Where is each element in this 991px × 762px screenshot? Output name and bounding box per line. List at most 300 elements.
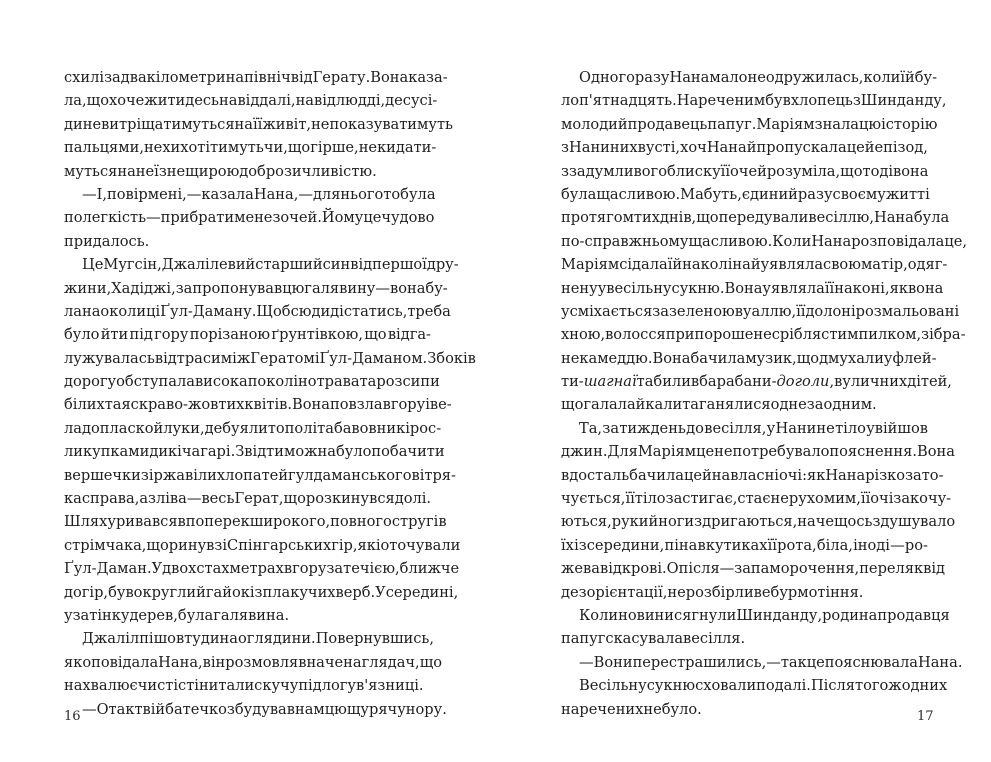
word: було [64,326,100,344]
word: обступала [116,373,195,391]
word: та [104,396,122,414]
word: два [120,69,147,86]
word: не [747,69,766,86]
word: пояснення. [829,443,917,461]
word: полегкість [64,209,147,227]
word: боків [436,349,476,367]
word: Весільну [579,677,647,695]
word: Для [607,443,638,461]
word: лискучу [235,677,299,695]
word: впоперек [177,513,250,531]
text-line [561,698,928,721]
word: у [64,606,73,624]
word: що [840,162,863,180]
word: стає [737,490,771,508]
word: здригаються, [694,513,798,531]
word: цю [858,115,882,133]
word: не [82,115,102,133]
text-line [64,604,431,627]
word: уривався [107,513,178,531]
word: у [597,279,607,297]
word: Наниних [569,139,638,157]
word: чи, [263,139,288,157]
word: чується, [561,490,626,508]
word: казала [201,185,254,203]
word: потребувало [732,443,830,461]
word: квітів. [244,396,293,414]
word: її [860,490,871,508]
word: Нана [706,139,747,157]
text-line [561,464,944,487]
text-line [64,323,431,346]
word: очей [730,162,767,180]
word: за [104,69,121,86]
word: від [154,349,177,367]
word: твій [134,700,166,718]
word: Герат, [234,490,284,508]
word: Повернувшись, [315,630,434,648]
word: для [312,185,341,203]
word: ганялися [698,396,771,414]
word: барабани-доголи, [699,373,835,391]
word: неї [135,162,159,180]
word: вуаллю, [734,302,797,320]
word: власні [730,466,779,484]
word: Ґул-Даманом. [319,349,428,367]
word: хоч [680,139,707,157]
word: з [272,209,281,227]
word: між [220,349,251,367]
word: на [219,630,238,648]
word: затінку [72,606,130,624]
word: нього [340,185,384,203]
word: очей. [280,209,322,227]
word: із [249,583,263,601]
word: щасливою. [596,185,681,203]
word: Нана [669,69,710,86]
word: хною, [561,326,606,344]
word: єдиний [741,185,798,203]
word: околиці [100,302,161,320]
word: справа, [81,490,140,508]
word: музик, [745,349,797,367]
word: папуг [561,630,606,648]
word: раз [797,185,824,203]
text-line [64,253,459,276]
word: вдосталь [561,466,630,484]
word: муться [64,162,118,180]
word: Гератом [250,349,315,367]
word: Нана, [158,653,203,671]
word: руки [611,513,649,531]
word: Усередині, [375,583,459,601]
word: бавовник [333,419,406,437]
text-line [561,370,952,393]
text-line [561,183,928,206]
word: жодних [888,677,948,695]
word: блиску [667,162,721,180]
word: дерев, [129,606,178,624]
text-line [64,393,452,416]
word: він [202,653,226,671]
word: на [834,279,853,297]
word: іноді [853,536,890,554]
word: де [385,92,403,110]
word: повір [107,185,148,203]
word: сукню [646,677,696,695]
word: живіт, [262,115,312,133]
word: ди [64,115,83,133]
word: І, [96,185,107,203]
word: віддалі, [237,92,296,110]
text-line [561,136,928,159]
word: Вона [292,396,330,414]
word: не [311,115,330,133]
word: була [913,209,950,227]
word: гір, [81,583,109,601]
word: наглядач, [343,653,420,671]
word: сідала [619,256,668,274]
word: — [719,560,735,578]
word: Ґул-Даману. [160,302,257,320]
word: розсипи [376,373,440,391]
word: переляк [859,560,924,578]
word: нерозбірливе [667,583,771,601]
text-line [64,440,445,463]
word: на [219,92,238,110]
word: — [766,653,781,671]
word: ближче [399,560,460,578]
word: Маріям [561,256,620,274]
text-line [561,230,968,253]
word: луки, [163,419,205,437]
word: не [358,139,378,157]
word: десь [185,92,219,110]
word: дикі [149,443,182,461]
word: матір, [860,256,908,274]
word: уявляла [760,256,824,274]
text-line [561,323,966,346]
word: коліно [266,373,317,391]
word: житті [885,185,930,203]
word: весілля, [704,419,767,437]
word: нерухомим, [770,490,861,508]
word: ло [561,92,580,110]
word: стрімчака, [64,536,147,554]
word: розмальовані [855,302,960,320]
word: нору. [405,700,447,718]
word: то [383,185,401,203]
word: новини [618,606,675,624]
word: за [326,560,344,578]
text-line [64,674,431,697]
word: Нана [811,232,852,250]
word: коні, [852,279,890,297]
word: в [690,373,700,391]
word: гулдаманського [288,466,412,484]
word: сховали [695,677,757,695]
word: нахвалює [64,677,138,695]
word: ються, [561,513,612,531]
word: — [82,185,97,203]
word: була [561,185,597,203]
word: верб. [335,583,376,601]
word: побачити [371,443,445,461]
word: ла [64,419,82,437]
word: бачила [690,349,746,367]
word: від [923,560,946,578]
word: ла [64,302,82,320]
word: підлогу [298,677,356,695]
word: північ [244,69,291,86]
word: оповідала [82,653,159,671]
word: що [419,653,443,671]
word: зліва [148,490,187,508]
word: крові. [621,560,667,578]
word: чисті [137,677,179,695]
word: вона [893,162,929,180]
word: ла, [64,92,87,110]
word: двохстах [162,560,230,578]
word: знала [814,115,859,133]
word: пояснювала [824,653,918,671]
text-line [561,347,937,370]
word: не [714,443,733,461]
word: під [129,326,153,344]
word: бу- [914,69,938,86]
word: й [648,513,659,531]
word: тополі [267,419,318,437]
word: лопатей [225,466,289,484]
word: — [186,490,202,508]
word: туди [184,630,220,648]
word: флей- [892,349,937,367]
word: в [697,536,706,554]
word: наче [306,653,344,671]
word: сюди [290,302,331,320]
word: вершечки [64,466,141,484]
word: мало [709,69,748,86]
word: ноги [658,513,695,531]
word: її [796,302,806,320]
word: плакучих [262,583,336,601]
word: відга- [387,326,431,344]
word: Нана. [918,653,963,671]
word: одяг- [907,256,948,274]
word: тоді [862,162,894,180]
word: так [780,653,807,671]
word: її [625,490,635,508]
word: — [579,653,594,671]
word: та [359,373,377,391]
word: Нареченим [676,92,766,110]
word: пилком, [858,326,922,344]
word: з [561,162,569,180]
word: лужувалась [64,349,155,367]
word: Нана [874,209,914,227]
word: родина [822,606,878,624]
word: жини, [64,279,112,297]
word: витріщатимуться [101,115,235,133]
word: метрах [229,560,284,578]
word: ка [64,490,82,508]
word: трава [316,373,360,391]
word: — [82,700,97,718]
word: Шинданду, [860,92,947,110]
word: Вона [370,69,409,86]
word: жева [561,560,600,578]
word: Спінгарських [227,536,332,554]
word: які [357,536,381,554]
word: здушувало [872,513,956,531]
word: вітря- [411,466,456,484]
word: — [146,209,161,227]
word: цей [846,139,875,157]
word: що [561,396,584,414]
word: вуст [637,139,671,157]
text-line [561,160,928,183]
word: до [81,419,100,437]
word: течією, [343,560,400,578]
word: Нанине [775,419,835,437]
word: нену [561,279,598,297]
word: по-справжньому [561,232,689,250]
word: що [287,139,311,157]
page-number-right: 17 [917,709,934,724]
text-line [561,300,960,323]
word: і [314,349,320,367]
right-page-text [561,66,968,721]
word: сягнули [674,606,737,624]
word: відлюдді, [314,92,386,110]
word: білих [64,396,105,414]
word: вгору [382,396,426,414]
word: її [767,536,777,554]
word: розмовляв [225,653,307,671]
word: було. [661,700,702,718]
word: галалайкали [583,396,683,414]
word: цю [324,700,347,718]
word: пальцями, [64,139,144,157]
text-line [561,534,928,557]
word: що [796,349,820,367]
word: Після [810,677,855,695]
word: як [889,279,908,297]
word: Ґул-Даман. [64,560,152,578]
text-line [64,136,437,159]
word: вуличних [834,373,908,391]
word: її [720,162,731,180]
word: й [746,139,757,157]
text-line [64,510,447,533]
text-line [64,347,476,370]
word: Це [82,256,104,274]
text-line [64,534,461,557]
word: дмухали [819,349,884,367]
word: це [684,466,703,484]
word: на [225,69,245,86]
word: на [295,92,315,110]
word: били [653,373,691,391]
word: подалі. [756,677,811,695]
word: тиждень [619,419,686,437]
word: З [427,349,437,367]
word: рота, [777,536,817,554]
word: не [643,700,662,718]
word: Шлях [64,513,108,531]
word: запаморочення, [734,560,860,578]
word: округлий [133,583,206,601]
word: було [335,443,372,461]
word: ринув [168,536,215,554]
word: стругів [391,513,447,531]
text-line [561,113,938,136]
word: щасливою. [688,232,773,250]
word: дітей, [907,373,952,391]
word: яскраво-жовтих [121,396,245,414]
word: у [823,185,833,203]
text-line [561,557,946,580]
word: Маріям [637,443,697,461]
word: скасувала [605,630,684,648]
word: зібра- [921,326,966,344]
word: наречених [561,700,644,718]
word: пропускала [756,139,847,157]
word: гірше, [310,139,359,157]
word: своєму [832,185,886,203]
word: бачила [629,466,684,484]
word: задумливого [568,162,667,180]
text-line [561,89,947,112]
word: в'язниці. [355,677,424,695]
word: очі: [778,466,807,484]
word: Вона [652,349,691,367]
word: кілометри [146,69,226,86]
word: галявину [304,279,376,297]
word: була [400,185,436,203]
text-line [64,698,447,721]
word: по [247,373,267,391]
word: розповідала [851,232,945,250]
word: плаской [99,419,164,437]
word: це [363,209,382,227]
word: від [599,560,622,578]
word: дру- [426,256,459,274]
word: старший [255,256,323,274]
word: камеддю. [579,349,653,367]
word: та [218,677,236,695]
word: де [204,419,223,437]
word: зато- [905,466,944,484]
word: хихотітимуть [162,139,264,157]
word: схилі [64,69,105,86]
word: припорошене [665,326,772,344]
word: її [252,115,263,133]
text-line [64,89,438,112]
word: одне [770,396,807,414]
word: оглядини. [237,630,316,648]
text-line [561,393,928,416]
text-line [64,370,440,393]
word: як [807,466,826,484]
word: можна [283,443,336,461]
word: як [64,653,83,671]
word: весь [201,490,235,508]
text-line [64,487,431,510]
text-line [64,651,443,674]
word: ро- [904,536,928,554]
text-line [64,113,453,136]
